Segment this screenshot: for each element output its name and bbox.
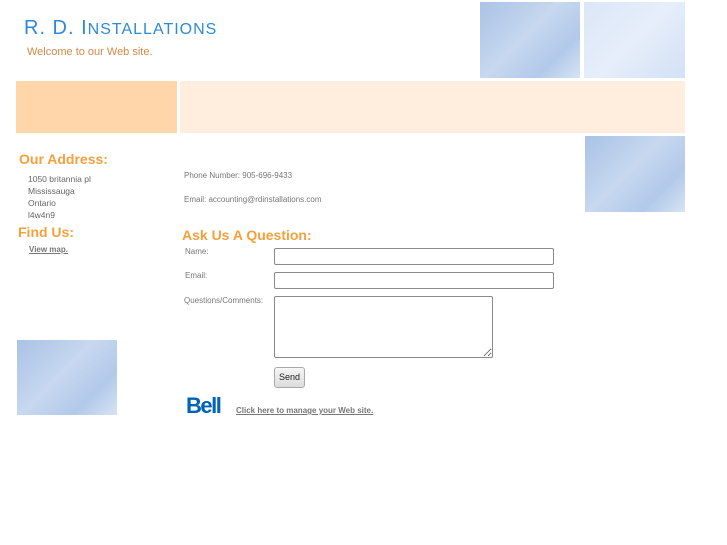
questions-textarea[interactable] [274,296,493,358]
questions-label: Questions/Comments: [184,296,264,305]
find-us-heading: Find Us: [18,224,74,240]
email-label: Email: [185,271,208,280]
email-address: Email: accounting@rdinstallations.com [184,195,322,204]
ask-question-heading: Ask Us A Question: [182,227,312,243]
send-button[interactable]: Send [274,367,305,388]
bell-logo: Bell [186,393,221,418]
view-map-link[interactable]: View map. [29,245,68,254]
address-line-street: 1050 britannia pl [28,174,91,184]
header-image-tile-right [584,2,685,78]
banner-band-right [180,81,685,133]
name-label: Name: [185,247,209,256]
header-image-tile-left [480,2,580,78]
address-line-city: Mississauga [28,186,75,196]
address-line-postal: l4w4n9 [28,210,55,220]
site-title-initials: R. D. I [24,17,88,39]
address-line-province: Ontario [28,198,56,208]
phone-number: Phone Number: 905-696-9433 [184,171,293,180]
site-title [24,17,217,40]
name-input[interactable] [274,248,554,265]
address-heading: Our Address: [19,151,108,167]
banner-band-left [16,81,177,133]
side-image-tile [585,136,685,212]
left-image-tile [17,340,117,415]
manage-website-link[interactable]: Click here to manage your Web site. [236,406,374,415]
site-title-rest: NSTALLATIONS [87,21,218,38]
email-input[interactable] [274,272,554,289]
address-block [28,173,91,221]
welcome-text: Welcome to our Web site. [27,46,153,58]
